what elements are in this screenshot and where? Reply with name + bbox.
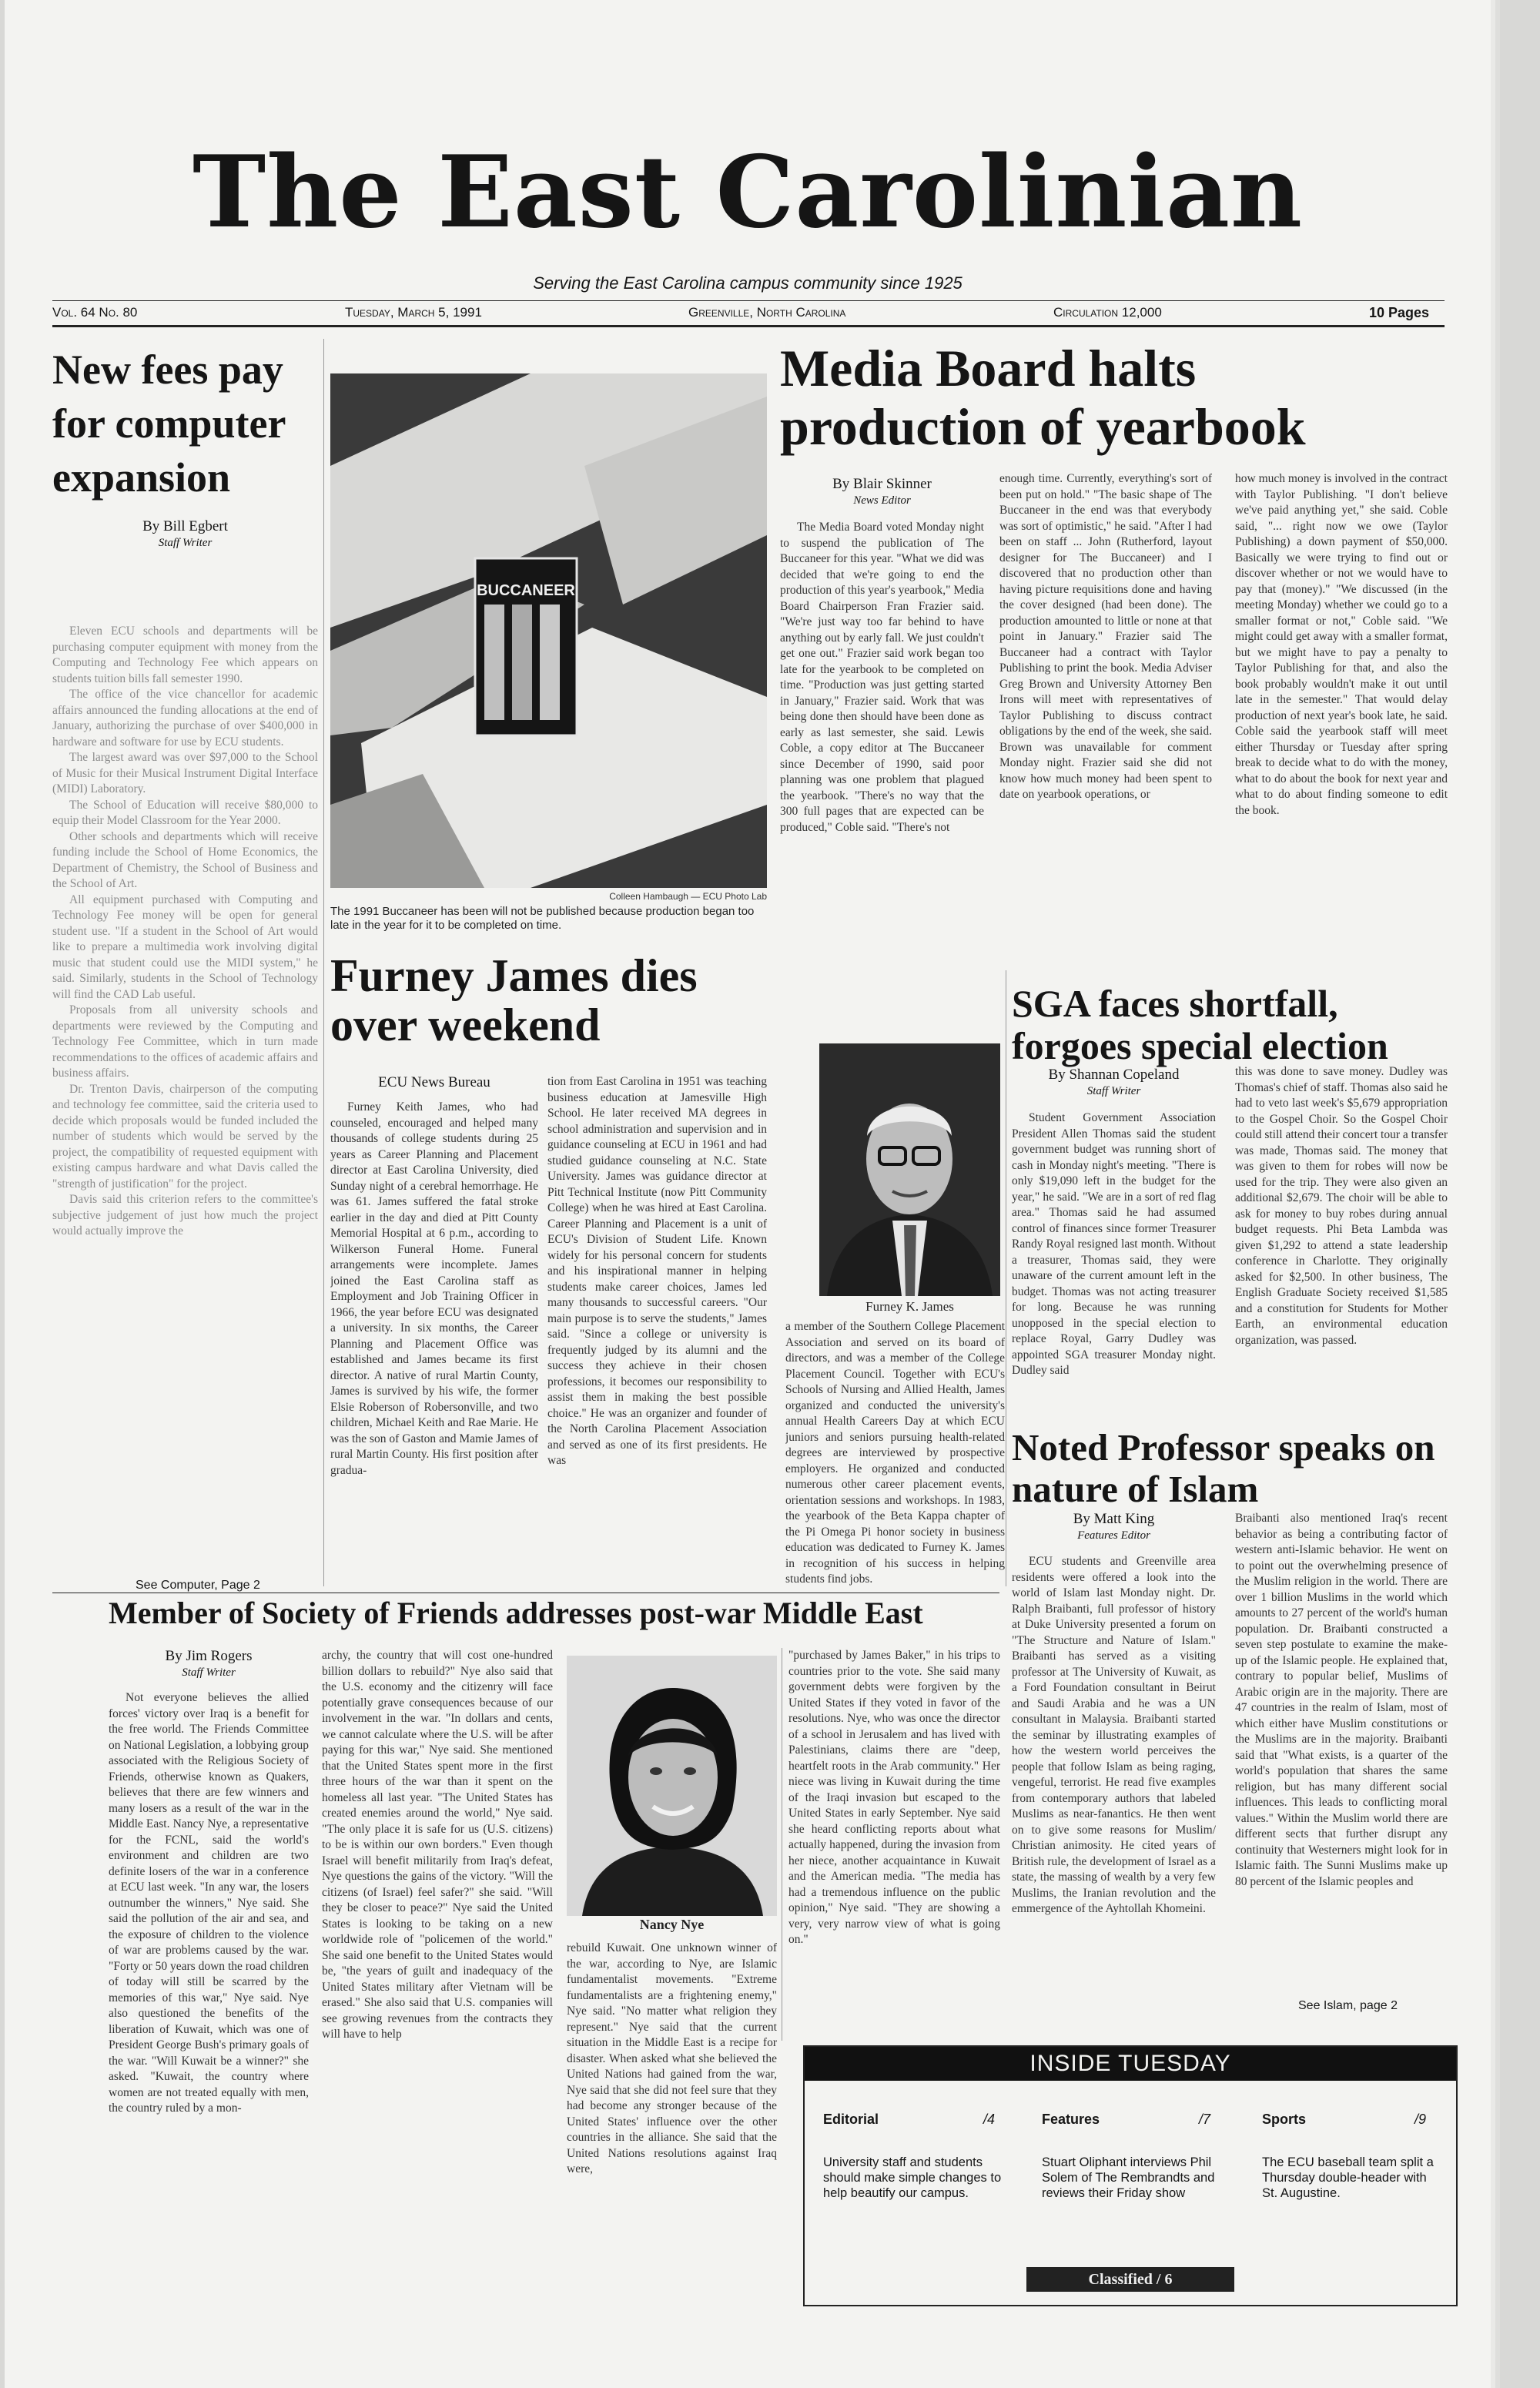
furney-byline: [330, 1074, 538, 1091]
fees-paragraph: Proposals from all university schools and departments were reviewed by the Computing and Technology Fee Committee, which in turn made recommendations to the offices of academic affairs and business affairs.: [52, 1003, 318, 1080]
furney-portrait-illustration: [819, 1043, 1000, 1296]
sga-headline: SGA faces shortfall, forgoes special election: [1012, 982, 1388, 1067]
islam-text: ECU students and Greenville area residents were offered a look into the world of Islam last Monday night. Dr. Ralph Braibanti, full professor of history at Duke University presented a forum on "The Structure and Nature of Islam." Braibanti has served as a visiting professor at The University of Kuwait, as a Ford Foundation consultant in Beirut and Saudi Arabia and he was a UN consultant in Malaysia. Braibanti started the seminar by illustrating examples of how the western world perceives the people that follow Islam as being raging, vengeful, terrorist. He read five examples from contemporary authors that labeled Muslims as near-fanantics. He then went on to give some reasons for Muslim/ Christian animosity. He cited years of British rule, the development of Israel as a state, the massing of wealth by a very few Muslims, the Iranian revolution and the emmergence of the Ayhtollah Khomeini.: [1012, 1555, 1216, 1915]
nancy-nye-portrait-illustration: [567, 1656, 777, 1916]
inside-sports-section[interactable]: Sports: [1262, 2112, 1307, 2127]
sga-text: this was done to save money. Dudley was Thomas's chief of staff. Thomas also said he had to veto last week's $5,679 appropriation to the Gospel Choir. So the Gospel Choir could still attend their concert tour a transfer was made, Thomas said. The money that was given to them for robes will now be used for the trip. They were also given an additional $2,679. The choir will be able to ask for money to buy robes during annual budget requests. Phi Beta Lambda was given $1,292 to attend a state leadership conference in Charlotte. They originally asked for $2,500. In other business, The English Graduate Society received $1,585 and a constitution for Students for Mother Earth, an environmental education organization, was passed.: [1235, 1065, 1448, 1347]
yearbook-photo-illustration: [330, 373, 767, 888]
friends-byline: [109, 1648, 309, 1680]
furney-headline: Furney James dies over weekend: [330, 950, 698, 1050]
yearbook-photo-caption: The 1991 Buccaneer has been will not be published because production began too late in the year for it to be completed on time.: [330, 905, 755, 932]
fees-author: By Bill Egbert: [142, 518, 228, 534]
inside-tuesday-title: INSIDE TUESDAY: [805, 2047, 1456, 2081]
masthead-rule-bottom: [52, 325, 1445, 327]
friends-headline: Member of Society of Friends addresses post-war Middle East: [109, 1596, 923, 1630]
fees-body: [52, 624, 318, 1579]
fees-paragraph: Other schools and departments which will receive funding include the School of Home Economics, the Department of Chemistry, the School of Business and the School of Art.: [52, 829, 318, 890]
furney-story: [330, 951, 792, 1050]
furney-column-1: [330, 1100, 538, 1586]
inside-features-blurb: Stuart Oliphant interviews Phil Solem of The Rembrandts and reviews their Friday show: [1042, 2155, 1215, 2200]
masthead-rule-top: [52, 300, 1445, 301]
furney-author: ECU News Bureau: [378, 1074, 490, 1090]
fees-role: Staff Writer: [158, 537, 213, 549]
yearbook-text: The Media Board voted Monday night to suspend the publication of The Buccaneer for this year. "What we did was decided that we're going to end the production of this year's yearbook," Media Board Chairperson Fran Frazier said. "We're just way too far behind to have anything out by early fall. We just couldn't get one out." Frazier said work began too late for the yearbook to be completed on time. "Production was just getting started in January," Frazier said. Work that was being done then should have been done as early as last semester, she said. Lewis Coble, a copy editor at The Buccaneer since December of 1990, said poor planning was one problem that plagued the yearbook. "There's no way that the 300 full pages that are expected can be produced," Coble said. "There's not: [780, 521, 984, 834]
furney-column-2: [547, 1074, 767, 1586]
islam-column-2: [1235, 1511, 1448, 1998]
classified-index[interactable]: Classified / 6: [1026, 2267, 1234, 2292]
fees-byline: [52, 518, 318, 550]
yearbook-headline: Media Board halts production of yearbook: [780, 339, 1306, 456]
yearbook-photo: [330, 373, 767, 888]
friends-column-2: [322, 1648, 553, 2360]
inside-features-section[interactable]: Features: [1042, 2112, 1100, 2127]
fees-paragraph: The office of the vice chancellor for academic affairs announced the funding allocations at the end of January, authorizing the purchase of over $400,000 in hardware and software for use by ECU students.: [52, 688, 318, 749]
islam-text: Braibanti also mentioned Iraq's recent behavior as being a contributing factor of western anti-Islamic behavior. He went on to point out the overwhelming presence of the Muslim religion in the world. There are over 1 billion Muslims in the world which amounts to 27 percent of the world's human population. Dr. Braibanti constructed a seven step postulate to examine the make-up of the Islamic people. He explained that, contrary to popular belief, Muslims of Arabic origin are in the majority. There are 47 countries in the realm of Islam, most of which either have Muslim constitutions or the Muslims are in the majority. Braibanti said that "What exists, is a quarter of the world's population that shares the same religion, but has many different social influences. This leads to conflicting moral values." Within the Muslim world there are different sects that further disrupt any continuity that Westerners might look for in Islamic faith. The Sunni Muslims make up 80 percent of the Islamic peoples and: [1235, 1512, 1448, 1888]
fees-paragraph: Davis said this criterion refers to the committee's subjective judgement of just how much the project would actually improve the: [52, 1193, 318, 1238]
friends-author: By Jim Rogers: [165, 1648, 253, 1664]
fees-jump[interactable]: See Computer, Page 2: [136, 1579, 260, 1592]
islam-author: By Matt King: [1073, 1511, 1155, 1527]
volume-number: Vol. 64 No. 80: [52, 305, 138, 320]
inside-tuesday-box: [803, 2045, 1458, 2306]
friends-column-4: [788, 1648, 1000, 2039]
friends-text: "purchased by James Baker," in his trips to countries prior to the vote. She said many government debts were forgiven by the United States if they voted in favor of the resolutions. Nye, who was once the director of a school in Jerusalem and has lived with Palestinians, claims there are "deep, heartfelt roots in the Arab community." Her niece was living in Kuwait during the time of the Iraqi invasion but escaped to the United States in early September. Nye said she heard conflicting reports about what actually happened, during the invasion from her niece, another acquaintance in Kuwait and the American media. "The media has had a tremendous influence on the public opinion," Nye said. "They are showing a very, very narrow view of what is going on.": [788, 1649, 1000, 1946]
sga-column-1: [1012, 1110, 1216, 1420]
furney-caption: Furney K. James: [865, 1299, 954, 1314]
islam-byline: [1012, 1511, 1216, 1542]
fees-story: [52, 343, 318, 550]
friends-role: Staff Writer: [182, 1666, 236, 1679]
furney-text: tion from East Carolina in 1951 was teaching business education at Jamesville High School. He later received MA degrees in school administration and supervision and in guidance counseling at ECU in 1961 and had studied guidance counseling at N.C. State University. James was guidance director at Pitt Technical Institute (now Pitt Community College) when he was hired at East Carolina. Career Planning and Placement is a unit of ECU's Division of Student Life. Known widely for his personal concern for students and his inspirational manner in helping students make career choices, James led many thousands to successful careers. "Our main purpose is to serve the students," James said. "Since a college or university is frequently judged by its alumni and the success they achieve in their chosen professions, it becomes our responsibility to assist them in making the best possible choice." He was an organizer and founder of the North Carolina Placement Association and served as one of its first presidents. He was: [547, 1075, 767, 1467]
fees-paragraph: Eleven ECU schools and departments will be purchasing computer equipment with money from the Computing and Technology Fee which appears on students tuition bills fall semester 1990.: [52, 625, 318, 685]
friends-story: [109, 1594, 1002, 1633]
fees-paragraph: Dr. Trenton Davis, chairperson of the computing and technology fee committee, said the criteria used to decide which proposals would be funded included the number of students which would be served by the project, the compatibility of requested equipment with existing campus hardware and what Davis called the "strength of justification" for the project.: [52, 1082, 318, 1191]
inside-editorial-page: /4: [983, 2112, 996, 2127]
furney-column-3: [785, 1319, 1005, 1586]
islam-role: Features Editor: [1077, 1529, 1150, 1542]
inside-sports-blurb: The ECU baseball team split a Thursday double-header with St. Augustine.: [1262, 2155, 1434, 2200]
friends-text: rebuild Kuwait. One unknown winner of the war, according to Nye, are Islamic fundamentalist movements. "Extreme fundamentalists are a frightening enemy," Nye said. "No matter what religion they represent." Nye said that the current situation in the Middle East is a recipe for disaster. When asked what she believed the United Nations had gained from the war, Nye said that she did not feel sure that they had become any stronger because of the United States' influence over the other countries in the alliance. She said that the United Nations resolutions against Iraq were,: [567, 1941, 777, 2175]
yearbook-text: how much money is involved in the contract with Taylor Publishing. "I don't believe we've paid anything yet," she said. Coble said, "... right now we owe (Taylor Publishing) a down payment of $50,000. Basically we were trying to find out or discover whether or not we would have to pay that (money)." "We discussed (in the meeting Monday) whether we could go to a smaller format or not," Coble said. "We might could get away with a smaller format, but we might have to pay a penalty to Taylor Publishing for that, and also the book probably wouldn't make it out until late in the semester." That would delay production of next year's book late, he said. Coble said the yearbook staff will meet either Thursday or Tuesday after spring break to decide what to do with the money, what to do about the book for next year and what to do about finding someone to edit the book.: [1235, 472, 1448, 817]
location: Greenville, North Carolina: [688, 305, 846, 320]
yearbook-story: [780, 339, 1450, 456]
sga-role: Staff Writer: [1086, 1085, 1141, 1097]
friends-column-3: [567, 1941, 777, 2360]
yearbook-photo-credit: Colleen Hambaugh — ECU Photo Lab: [609, 891, 767, 902]
sga-text: Student Government Association President Allen Thomas said the student government budget was running short of cash in Monday night's meeting. "There is only $19,090 left in the budget for the year," he said. "We are in a sort of red flag area." Thomas said he had assumed control of finances since former Treasurer Randy Royal resigned last month. Without a treasurer, Thomas said, they were unaware of the current amount left in the budget. Thomas was not acting treasurer for long. Because he was running unopposed in the special election to replace Royal, Garry Dudley was appointed SGA treasurer Monday night. Dudley said: [1012, 1111, 1216, 1377]
yearbook-column-2: [999, 471, 1212, 1020]
yearbook-column-3: [1235, 471, 1448, 904]
inside-editorial-section[interactable]: Editorial: [823, 2112, 879, 2127]
circulation: Circulation 12,000: [1053, 305, 1162, 320]
yearbook-author: By Blair Skinner: [832, 476, 932, 492]
yearbook-column-1: [780, 520, 984, 1020]
furney-portrait: [819, 1043, 1000, 1296]
yearbook-role: News Editor: [853, 494, 911, 507]
islam-story: [1012, 1427, 1466, 1510]
nancy-nye-portrait: [567, 1656, 777, 1916]
newspaper-page: [5, 0, 1491, 2388]
inside-features-page: /7: [1199, 2112, 1211, 2127]
furney-text: Furney Keith James, who had counseled, encouraged and helped many thousands of college students during 25 years as Career Planning and Placement director at East Carolina University, died Sunday night of a cerebral hemorrhage. He was 61. James suffered the fatal stroke earlier in the day and died at Pitt County Memorial Hospital at 6 p.m., according to Wilkerson Funeral Home. Funeral arrangements were incomplete. James joined the East Carolina staff as Employment and Job Training Officer in 1966, the year before ECU was designated a university. In six months, the Career Planning and Placement Office was established and James became its first director. A native of rural Martin County, James is survived by his wife, the former Elsie Roberson of Robersonville, and two children, Michael Keith and Rae Marie. He was the son of Gaston and Mamie James of rural Martin County. His first position after gradua-: [330, 1100, 538, 1477]
islam-jump[interactable]: See Islam, page 2: [1298, 1999, 1398, 2012]
column-divider: [323, 339, 324, 1586]
inside-sports-page: /9: [1414, 2112, 1427, 2127]
dateline: [52, 305, 1445, 322]
friends-column-1: [109, 1690, 309, 2360]
sga-byline: [1012, 1067, 1216, 1098]
fees-paragraph: The largest award was over $97,000 to the School of Music for their Musical Instrument Digital Interface (MIDI) Laboratory.: [52, 751, 318, 795]
sga-column-2: [1235, 1064, 1448, 1420]
masthead-title: The East Carolinian: [192, 135, 1304, 250]
inside-editorial-blurb: University staff and students should make simple changes to help beautify our campus.: [823, 2155, 1002, 2200]
sga-story: [1012, 983, 1466, 1067]
friends-text: archy, the country that will cost one-hundred billion dollars to rebuild?" Nye also said that the U.S. economy and the citizenry will face potentially grave consequences because of our involvement in the war. "In dollars and cents, we cannot calculate where the U.S. will be after paying for this war," Nye said. She mentioned that the United States spent more in the first three hours of the war than it spent on the homeless all last year. "The United States has created enemies around the world," Nye said. "The only place it is safe for us (U.S. citizens) to be is within our own borders." Even though Israel will benefit militarily from Iraq's defeat, Nye questions the gains of the victory. "Will the citizens (of Israel) feel safer?" she said. "Will they be closer to peace?" Nye said the United States is looking to be taking on a new worldwide role of "policemen of the world." She said one benefit to the United States would be, "the years of guilt and inadequacy of the United States military after Vietnam will be erased." She also said that U.S. companies will see growing revenues from the contracts they will have to help: [322, 1649, 553, 2041]
islam-headline: Noted Professor speaks on nature of Islam: [1012, 1426, 1435, 1510]
masthead-tagline: Serving the East Carolina campus community since 1925: [533, 273, 962, 293]
issue-date: Tuesday, March 5, 1991: [345, 305, 482, 320]
nancy-nye-caption: Nancy Nye: [639, 1917, 705, 1932]
friends-text: Not everyone believes the allied forces' victory over Iraq is a benefit for the free world. The Friends Committee on National Legislation, a lobbying group associated with the Religious Society of Friends, otherwise known as Quakers, believes that there are few winners and many losers as a result of the war in the Middle East. Nancy Nye, a representative for the FCNL, said the world's environment and children are two definite losers of the war in a conference at ECU last week. "In any war, the losers outnumber the winners," Nye said. She said the pollution of the air and sea, and the exposure of children to the violence of war are problems caused by the war. "Forty or 50 years down the road children of today will still be scarred by the memories of this war," Nye said. Nye also questioned the benefits of the liberation of Kuwait, which was one of President George Bush's primary goals of the war. "Will Kuwait be a winner?" she asked. "Kuwait, the country where women are not treated equally with men, the country ruled by a mon-: [109, 1691, 309, 2115]
page-count: 10 Pages: [1369, 305, 1430, 320]
fees-paragraph: All equipment purchased with Computing and Technology Fee money will be open for general student use. "If a student in the School of Art would like to prepare a multimedia work involving digital music that student could use the MIDI system," he said. Similarly, students in the School of Technology will find the CAD Lab useful.: [52, 893, 318, 1001]
yearbook-text: enough time. Currently, everything's sort of been put on hold." "The basic shape of The Buccaneer in the end was that everybody was sort of optimistic," he said. "After I had been on staff ... John (Rutherford, layout designer for The Buccaneer) and I discovered that no production other than having picture requisitions done and having the cover designed (had been done). The production amounted to little or none at that point in January." Frazier said The Buccaneer had a contract with Taylor Publishing to print the book. Media Adviser Greg Brown and University Attorney Ben Irons will meet with representatives of Taylor Publishing to discuss contract obligations by the end of the week, she said. Brown was unavailable for comment Monday night. Frazier said she did not know how much money had been spent to date on yearbook operations, or: [999, 472, 1212, 801]
furney-text: a member of the Southern College Placement Association and served on its board of directors, and was a member of the College Placement Council. Together with ECU's Schools of Nursing and Allied Health, James organized and conducted the university's annual Health Careers Day at which ECU juniors and seniors pursuing health-related degrees are interviewed by prospective employers. He organized and conducted numerous other career placement events, orientation sessions and workshops. In 1983, the yearbook of the Beta Kappa chapter of the Pi Omega Pi honor society in business education was dedicated to Furney K. James in recognition of his success in helping students find jobs.: [785, 1320, 1005, 1586]
fees-paragraph: The School of Education will receive $80,000 to equip their Model Classroom for the Year 2000.: [52, 798, 318, 827]
yearbook-byline: [780, 461, 984, 507]
sga-author: By Shannan Copeland: [1048, 1067, 1180, 1083]
fees-headline: New fees pay for computer expansion: [52, 347, 286, 501]
yearbook-cover-text: BUCCANEER: [477, 582, 575, 599]
islam-column-1: [1012, 1554, 1216, 2010]
